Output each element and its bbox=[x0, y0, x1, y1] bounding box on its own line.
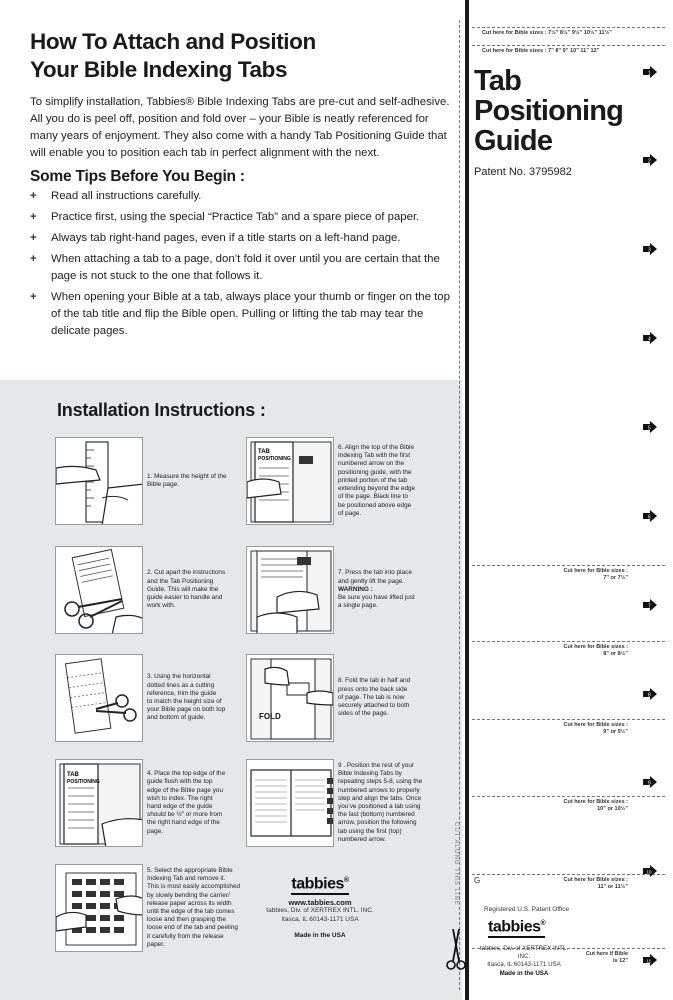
step-1 bbox=[55, 437, 255, 525]
step-line: step and align the tabs. Once bbox=[338, 794, 422, 802]
step-2-text bbox=[147, 546, 255, 634]
arrow-11-icon bbox=[643, 954, 657, 966]
cut-along-label: CUT ALONG THIS LINE bbox=[453, 822, 459, 906]
step-line: numbered arrows to properly bbox=[338, 786, 420, 794]
step-line: Indexing Tab and remove it. bbox=[147, 875, 226, 883]
tip-text: When attaching a tab to a page, don’t fold it over until you are certain that the page is not stuck to the one that follows it. bbox=[51, 253, 440, 282]
patent-number: Patent No. 3795982 bbox=[474, 166, 572, 178]
step-line: Guide. This will make the bbox=[147, 585, 219, 593]
arrow-number: 3 bbox=[648, 247, 651, 254]
arrow-3-icon bbox=[643, 243, 657, 255]
step-7-text bbox=[338, 546, 446, 634]
step-line: edge of the Bible page you bbox=[147, 786, 224, 794]
step-line: wish to index. The right bbox=[147, 794, 213, 802]
arrow-number: 2 bbox=[648, 158, 651, 165]
arrow-number: 11 bbox=[646, 958, 652, 964]
arrow-number: 9 bbox=[648, 780, 651, 787]
svg-text:POSITIONING: POSITIONING bbox=[67, 779, 100, 785]
cut-label-line: Cut here for Bible sizes : bbox=[563, 877, 628, 883]
step-line: 3. Using the horizontal bbox=[147, 673, 211, 681]
step-6 bbox=[246, 437, 446, 525]
cut-label-line: 10” or 10½” bbox=[597, 806, 628, 812]
registered-mark: ® bbox=[343, 877, 349, 884]
step-line: of the page. Black line to bbox=[338, 493, 408, 501]
step-line: 7. Press the tab into place bbox=[338, 569, 412, 577]
address-line: tabbies, Div. of XERTREX INTL. INC. bbox=[479, 945, 569, 961]
align-tab-illustration bbox=[246, 437, 334, 525]
step-6-text bbox=[338, 437, 446, 525]
repeat-tabs-illustration bbox=[246, 759, 334, 847]
fold-tab-illustration bbox=[246, 654, 334, 742]
arrow-number: 6 bbox=[648, 514, 651, 521]
step-line: a single page. bbox=[338, 602, 378, 610]
step-line: of page. The tab is now bbox=[338, 693, 405, 701]
step-line: 2. Cut apart the instructions bbox=[147, 569, 226, 577]
registered-mark: ® bbox=[540, 920, 546, 927]
cut-dashed-line bbox=[472, 874, 665, 875]
cut-label-line: is 12” bbox=[613, 958, 628, 964]
step-line: your Bible page on both top bbox=[147, 706, 226, 714]
cut-guide-illustration bbox=[55, 546, 143, 634]
tips-list bbox=[30, 188, 450, 344]
cut-label-line: 8” or 8½” bbox=[603, 651, 628, 657]
select-tab-illustration bbox=[55, 864, 143, 952]
cut-label-line: 9” or 9½” bbox=[603, 729, 628, 735]
page-title bbox=[30, 28, 450, 84]
cut-dashed-line bbox=[472, 565, 665, 566]
tips-heading: Some Tips Before You Begin : bbox=[30, 168, 245, 185]
step-line: and bottom of guide. bbox=[147, 714, 206, 722]
arrow-6-icon bbox=[643, 510, 657, 522]
step-line: it carefully from the release bbox=[147, 932, 224, 940]
cut-dashed-line bbox=[472, 27, 665, 28]
step-line: and the Tab Positioning bbox=[147, 577, 214, 585]
step-line: be positioned above edge bbox=[338, 501, 412, 509]
step-5-text bbox=[147, 864, 255, 952]
cut-label-line: Cut here for Bible sizes : bbox=[563, 722, 628, 728]
guide-title-line: Guide bbox=[474, 125, 553, 157]
intro-paragraph: To simplify installation, Tabbies® Bible Indexing Tabs are pre-cut and self-adhesive. All you do is peel off, position and fold over – your Bible is neatly referenced for many years of enjoyment. They also come with a handy Tab Positioning Guide that will enable you to position each tab in perfect alignment with the next. bbox=[30, 96, 450, 159]
step-line: press onto the back side bbox=[338, 685, 408, 693]
arrow-number: 5 bbox=[648, 425, 651, 432]
cut-size-label bbox=[478, 568, 628, 582]
installation-heading: Installation Instructions : bbox=[57, 400, 266, 420]
step-2 bbox=[55, 546, 255, 634]
step-line: you’ve positioned a tab using bbox=[338, 803, 421, 810]
tip-item bbox=[30, 188, 450, 205]
tip-item bbox=[30, 289, 450, 340]
cut-label-line: Cut here for Bible sizes : bbox=[563, 644, 628, 650]
step-line: positioning guide, with the bbox=[338, 468, 412, 476]
step-line: reference, trim the guide bbox=[147, 689, 217, 697]
tabbies-logo bbox=[488, 915, 545, 938]
step-line: the last (bottom) numbered bbox=[338, 811, 415, 819]
step-line: Indexing Tab with the first bbox=[338, 452, 410, 460]
guide-address bbox=[474, 945, 574, 978]
step-8-text bbox=[338, 654, 446, 742]
arrow-number: 8 bbox=[648, 692, 651, 699]
tip-item bbox=[30, 251, 450, 285]
made-in-usa: Made in the USA bbox=[499, 969, 549, 977]
step-line: 1. Measure the height of the bbox=[147, 472, 227, 480]
cut-size-label bbox=[478, 877, 628, 891]
step-9 bbox=[246, 759, 446, 847]
step-line: sides of the page. bbox=[338, 710, 389, 718]
registered-patent-text: Registered U.S. Patent Office bbox=[484, 906, 570, 913]
cut-dashed-line bbox=[472, 796, 665, 797]
plus-icon: + bbox=[30, 190, 37, 202]
tip-item bbox=[30, 209, 450, 226]
arrow-1-icon bbox=[643, 66, 657, 78]
tabbies-logo bbox=[291, 872, 348, 895]
cut-label-line: Cut here for Bible sizes : bbox=[563, 799, 628, 805]
scissors-icon bbox=[446, 927, 466, 973]
step-line: This is most easily accomplished bbox=[147, 883, 241, 891]
arrow-4-icon bbox=[643, 332, 657, 344]
step-line: numbered arrow. bbox=[338, 835, 386, 843]
step-3 bbox=[55, 654, 255, 742]
page-title-line-2: Your Bible Indexing Tabs bbox=[30, 57, 288, 82]
step-line: Bible page. bbox=[147, 481, 179, 488]
made-in-usa: Made in the USA bbox=[294, 932, 346, 940]
place-guide-illustration bbox=[55, 759, 143, 847]
tip-text: When opening your Bible at a tab, always place your thumb or finger on the top of the tab title and flip the Bible open. Pulling or lifting the tab may tear the delicate pages. bbox=[51, 291, 450, 337]
cut-size-label bbox=[478, 644, 628, 658]
arrow-number: 10 bbox=[646, 869, 652, 875]
address-line: Itasca, IL 60143-1171 USA bbox=[281, 915, 359, 923]
step-line: Be sure you have lifted just bbox=[338, 594, 415, 602]
arrow-number: 1 bbox=[648, 70, 651, 77]
page-title-line-1: How To Attach and Position bbox=[30, 29, 316, 54]
cut-label-line: Cut here if Bible bbox=[585, 951, 628, 957]
plus-icon: + bbox=[30, 232, 37, 244]
guide-title-line: Tab bbox=[474, 65, 522, 97]
logo-text: tabbies bbox=[291, 875, 344, 893]
step-line: dotted lines as a cutting bbox=[147, 681, 215, 689]
step-5 bbox=[55, 864, 255, 952]
step-line: extending beyond the edge bbox=[338, 485, 416, 493]
step-line: and gently lift the page. bbox=[338, 577, 405, 585]
step-line: hand edge of the guide bbox=[147, 803, 213, 810]
cut-dashed-line bbox=[472, 45, 665, 46]
step-3-text bbox=[147, 654, 255, 742]
step-line: printed portion of the tab bbox=[338, 476, 408, 484]
guide-title bbox=[474, 66, 623, 156]
step-warning: WARNING : bbox=[338, 585, 373, 593]
plus-icon: + bbox=[30, 211, 37, 223]
black-guide-line bbox=[465, 0, 469, 1000]
tip-text: Always tab right-hand pages, even if a title starts on a left-hand page. bbox=[51, 232, 401, 244]
cut-label-line: 7” or 7½” bbox=[603, 575, 628, 581]
address-line: tabbies, Div. of XERTREX INTL. INC. bbox=[266, 907, 374, 915]
step-line: loose and then grasping the bbox=[147, 916, 226, 924]
tip-text: Practice first, using the special “Practice Tab” and a spare piece of paper. bbox=[51, 211, 420, 223]
arrow-5-icon bbox=[643, 421, 657, 433]
step-line: numbered arrow on the bbox=[338, 460, 405, 468]
step-line: the right hand edge of the bbox=[147, 819, 220, 827]
step-7 bbox=[246, 546, 446, 634]
press-tab-illustration bbox=[246, 546, 334, 634]
step-line: to match the height size of bbox=[147, 698, 222, 705]
guide-title-line: Positioning bbox=[474, 95, 624, 127]
cut-size-label bbox=[478, 722, 628, 736]
cut-dashed-line bbox=[472, 641, 665, 642]
arrow-10-icon bbox=[643, 865, 657, 877]
cut-dashed-line bbox=[472, 719, 665, 720]
step-line: loose end of the tab and peeling bbox=[147, 924, 238, 932]
step-line: 4. Place the top edge of the bbox=[147, 770, 226, 778]
arrow-9-icon bbox=[643, 776, 657, 788]
cut-size-label bbox=[478, 799, 628, 813]
address-line: Itasca, IL 60143-1171 USA bbox=[487, 961, 561, 969]
logo-text: tabbies bbox=[488, 918, 541, 936]
svg-text:TAB: TAB bbox=[67, 772, 79, 778]
g-letter: G bbox=[474, 876, 481, 885]
step-line: page. bbox=[147, 827, 163, 835]
step-line: tab using the first (top) bbox=[338, 827, 402, 835]
step-line: 9 . Position the rest of your bbox=[338, 761, 415, 769]
cut-dashed-line bbox=[459, 20, 460, 990]
brand-block bbox=[255, 872, 385, 939]
arrow-2-icon bbox=[643, 154, 657, 166]
arrow-number: 4 bbox=[648, 336, 651, 343]
plus-icon: + bbox=[30, 291, 37, 303]
arrow-8-icon bbox=[643, 688, 657, 700]
tip-item bbox=[30, 230, 450, 247]
cut-size-label: Cut here for Bible sizes : 7” 8” 9” 10” 11” 12” bbox=[482, 48, 600, 54]
step-line: guide easier to handle and bbox=[147, 594, 223, 602]
step-4-text bbox=[147, 759, 255, 847]
step-line: work with. bbox=[147, 602, 176, 610]
step-line: release paper across its width bbox=[147, 899, 232, 907]
step-line: arrow, position the following bbox=[338, 819, 417, 827]
step-line: guide flush with the top bbox=[147, 778, 213, 786]
arrow-7-icon bbox=[643, 599, 657, 611]
trim-guide-illustration bbox=[55, 654, 143, 742]
step-line: Bible Indexing Tabs by bbox=[338, 770, 402, 778]
step-line: paper. bbox=[147, 940, 165, 948]
tip-text: Read all instructions carefully. bbox=[51, 190, 202, 202]
step-line: 5. Select the appropriate Bible bbox=[147, 866, 233, 874]
cut-size-label: Cut here for Bible sizes : 7½” 8½” 9½” 10½” 11½” bbox=[482, 30, 612, 36]
step-9-text bbox=[338, 759, 446, 847]
step-line: 8. Fold the tab in half and bbox=[338, 677, 411, 685]
plus-icon: + bbox=[30, 253, 37, 265]
step-8 bbox=[246, 654, 446, 742]
svg-text:TAB: TAB bbox=[258, 449, 270, 455]
step-4 bbox=[55, 759, 255, 847]
step-line: should be ½” or more from bbox=[147, 811, 223, 819]
fold-label: FOLD bbox=[259, 712, 281, 721]
step-line: securely attached to both bbox=[338, 702, 410, 710]
step-line: until the edge of the tab comes bbox=[147, 908, 235, 915]
step-line: by slowly bending the carrier/ bbox=[147, 891, 230, 899]
svg-text:POSITIONING: POSITIONING bbox=[258, 456, 291, 462]
step-line: of page. bbox=[338, 509, 362, 517]
measure-page-illustration bbox=[55, 437, 143, 525]
step-1-text bbox=[147, 437, 255, 525]
cut-label-line: 11” or 11½” bbox=[597, 884, 628, 890]
step-line: repeating steps 5-8, using the bbox=[338, 778, 423, 786]
cut-label-line: Cut here for Bible sizes : bbox=[563, 568, 628, 574]
arrow-number: 7 bbox=[648, 603, 651, 610]
step-line: 6. Align the top of the Bible bbox=[338, 444, 415, 452]
website-text: www.tabbies.com bbox=[288, 898, 352, 908]
